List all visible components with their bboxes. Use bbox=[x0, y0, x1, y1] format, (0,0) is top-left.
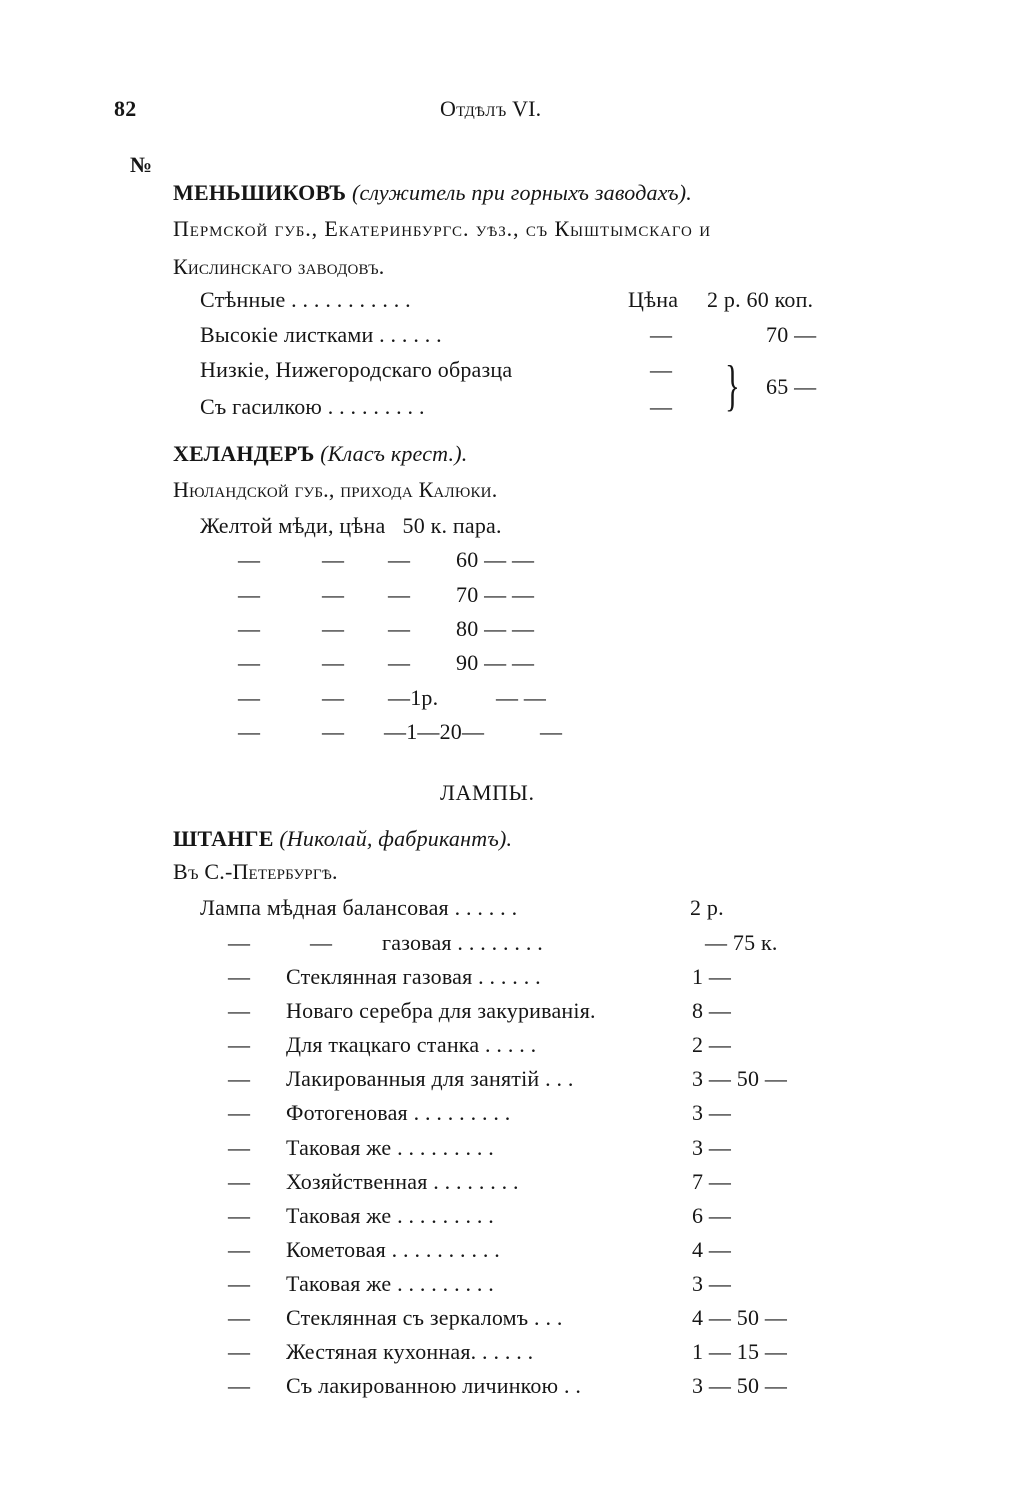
menshikov-location-line1: Пермской губ., Екатеринбургс. уѣз., съ Кыштымскаго и bbox=[173, 216, 711, 241]
stange-row-dash: — bbox=[228, 1339, 251, 1364]
khelander-cell: — bbox=[322, 719, 345, 744]
khelander-cell: — bbox=[322, 685, 345, 710]
menshikov-row-item: Съ гасилкою . . . . . . . . . bbox=[200, 394, 425, 419]
menshikov-brace: } bbox=[725, 355, 740, 417]
stange-row-dash: — bbox=[228, 1100, 251, 1125]
stange-row-item: Хозяйственная . . . . . . . . bbox=[286, 1169, 519, 1194]
stange-row-price: 3 — bbox=[692, 1271, 732, 1296]
khelander-cell: — bbox=[388, 616, 411, 641]
khelander-title: (Класъ крест.). bbox=[320, 441, 468, 466]
stange-second-row-dash2: — bbox=[310, 930, 333, 955]
khelander-cell: 60 — — bbox=[456, 547, 535, 572]
stange-row-dash: — bbox=[228, 1373, 251, 1398]
stange-row-dash: — bbox=[228, 1203, 251, 1228]
stange-row-dash: — bbox=[228, 1169, 251, 1194]
stange-row-price: 2 — bbox=[692, 1032, 732, 1057]
stange-row-price: 3 — 50 — bbox=[692, 1066, 788, 1091]
menshikov-row-2-col1: — bbox=[650, 322, 673, 347]
khelander-cell: — bbox=[322, 547, 345, 572]
stange-row-price: 1 — bbox=[692, 964, 732, 989]
stange-title: (Николай, фабрикантъ). bbox=[279, 826, 513, 851]
stange-row-dash: — bbox=[228, 964, 251, 989]
menshikov-row-4 bbox=[200, 394, 425, 420]
menshikov-heading bbox=[173, 180, 692, 206]
stange-row-price: 1 — 15 — bbox=[692, 1339, 788, 1364]
stange-row-item: Жестяная кухонная. . . . . . bbox=[286, 1339, 534, 1364]
stange-row-item: Съ лакированною личинкою . . bbox=[286, 1373, 582, 1398]
stange-row-dash: — bbox=[228, 1032, 251, 1057]
stange-row-dash: — bbox=[228, 1305, 251, 1330]
number-sign: № bbox=[130, 152, 153, 177]
khelander-cell: — bbox=[238, 616, 261, 641]
stange-row-item: Стеклянная газовая . . . . . . bbox=[286, 964, 541, 989]
khelander-row bbox=[238, 685, 578, 711]
khelander-first-row: Желтой мѣди, цѣна 50 к. пара. bbox=[200, 513, 502, 538]
menshikov-row-1 bbox=[200, 287, 411, 313]
stange-row-item: Фотогеновая . . . . . . . . . bbox=[286, 1100, 511, 1125]
stange-row-item: Лакированныя для занятій . . . bbox=[286, 1066, 574, 1091]
khelander-cell: — bbox=[388, 650, 411, 675]
menshikov-row-1-col1: Цѣна bbox=[628, 287, 679, 312]
khelander-row bbox=[238, 650, 578, 676]
stange-row-price: 3 — 50 — bbox=[692, 1373, 788, 1398]
khelander-location: Нюландской губ., прихода Калюки. bbox=[173, 477, 498, 502]
page-number: 82 bbox=[114, 96, 137, 121]
menshikov-row-item: Высокіе листками . . . . . . bbox=[200, 322, 442, 347]
menshikov-row-2-col2: 70 — bbox=[766, 322, 817, 347]
khelander-cell: — bbox=[388, 547, 411, 572]
khelander-cell: — bbox=[322, 650, 345, 675]
stange-second-row-item: газовая . . . . . . . . bbox=[382, 930, 543, 955]
khelander-cell: — bbox=[322, 616, 345, 641]
stange-row-dash: — bbox=[228, 1271, 251, 1296]
stange-second-row-price: — 75 к. bbox=[705, 930, 778, 955]
stange-row-price: 3 — bbox=[692, 1100, 732, 1125]
stange-row-price: 4 — bbox=[692, 1237, 732, 1262]
khelander-cell: 70 — — bbox=[456, 582, 535, 607]
stange-row-item: Таковая же . . . . . . . . . bbox=[286, 1203, 494, 1228]
menshikov-row-1-col2: 2 р. 60 коп. bbox=[707, 287, 814, 312]
stange-first-row-item: Лампа мѣдная балансовая . . . . . . bbox=[200, 895, 518, 920]
running-title: Отдѣлъ VI. bbox=[440, 96, 542, 121]
stange-row-price: 8 — bbox=[692, 998, 732, 1023]
menshikov-row-2 bbox=[200, 322, 442, 348]
menshikov-title: (служитель при горныхъ заводахъ). bbox=[351, 180, 692, 205]
stange-row-item: Новаго серебра для закуриванія. bbox=[286, 998, 596, 1023]
khelander-row bbox=[238, 582, 578, 608]
khelander-cell: — bbox=[238, 547, 261, 572]
khelander-cell: — bbox=[238, 719, 261, 744]
stange-row-price: 7 — bbox=[692, 1169, 732, 1194]
menshikov-row-3 bbox=[200, 357, 512, 383]
khelander-cell: —1р. bbox=[388, 685, 439, 710]
menshikov-name: МЕНЬШИКОВЪ bbox=[173, 180, 347, 205]
khelander-cell: —1—20— bbox=[384, 719, 485, 744]
khelander-cell: — bbox=[238, 650, 261, 675]
khelander-cell: — — bbox=[496, 685, 547, 710]
khelander-cell: 90 — — bbox=[456, 650, 535, 675]
stange-row-item: Стеклянная съ зеркаломъ . . . bbox=[286, 1305, 563, 1330]
khelander-cell: — bbox=[388, 582, 411, 607]
stange-row-price: 3 — bbox=[692, 1135, 732, 1160]
menshikov-location-line2: Кислинскаго заводовъ. bbox=[173, 254, 385, 279]
stange-heading bbox=[173, 826, 512, 852]
stange-first-row-price: 2 р. bbox=[690, 895, 724, 920]
khelander-row bbox=[238, 719, 578, 745]
khelander-cell: — bbox=[322, 582, 345, 607]
menshikov-brace-price: 65 — bbox=[766, 374, 817, 399]
khelander-row bbox=[238, 547, 578, 573]
stange-row-item: Кометовая . . . . . . . . . . bbox=[286, 1237, 500, 1262]
section-title: ЛАМПЫ. bbox=[440, 780, 535, 805]
stange-row-dash: — bbox=[228, 1066, 251, 1091]
stange-row-dash: — bbox=[228, 1237, 251, 1262]
menshikov-row-3-col1: — bbox=[650, 357, 673, 382]
stange-name: ШТАНГЕ bbox=[173, 826, 274, 851]
stange-location: Въ С.-Петербургѣ. bbox=[173, 859, 338, 884]
menshikov-row-4-col1: — bbox=[650, 394, 673, 419]
stange-row-price: 6 — bbox=[692, 1203, 732, 1228]
khelander-cell: — bbox=[238, 685, 261, 710]
stange-row-item: Для ткацкаго станка . . . . . bbox=[286, 1032, 537, 1057]
khelander-cell: — bbox=[540, 719, 563, 744]
stange-second-row-dash1: — bbox=[228, 930, 251, 955]
khelander-cell: — bbox=[238, 582, 261, 607]
stange-row-dash: — bbox=[228, 1135, 251, 1160]
stange-row-item: Таковая же . . . . . . . . . bbox=[286, 1271, 494, 1296]
khelander-name: ХЕЛАНДЕРЪ bbox=[173, 441, 315, 466]
stange-row-price: 4 — 50 — bbox=[692, 1305, 788, 1330]
stange-row-item: Таковая же . . . . . . . . . bbox=[286, 1135, 494, 1160]
menshikov-row-item: Стѣнные . . . . . . . . . . . bbox=[200, 287, 411, 312]
menshikov-row-item: Низкіе, Нижегородскаго образца bbox=[200, 357, 513, 382]
khelander-row bbox=[238, 616, 578, 642]
khelander-cell: 80 — — bbox=[456, 616, 535, 641]
stange-row-dash: — bbox=[228, 998, 251, 1023]
khelander-heading bbox=[173, 441, 467, 467]
